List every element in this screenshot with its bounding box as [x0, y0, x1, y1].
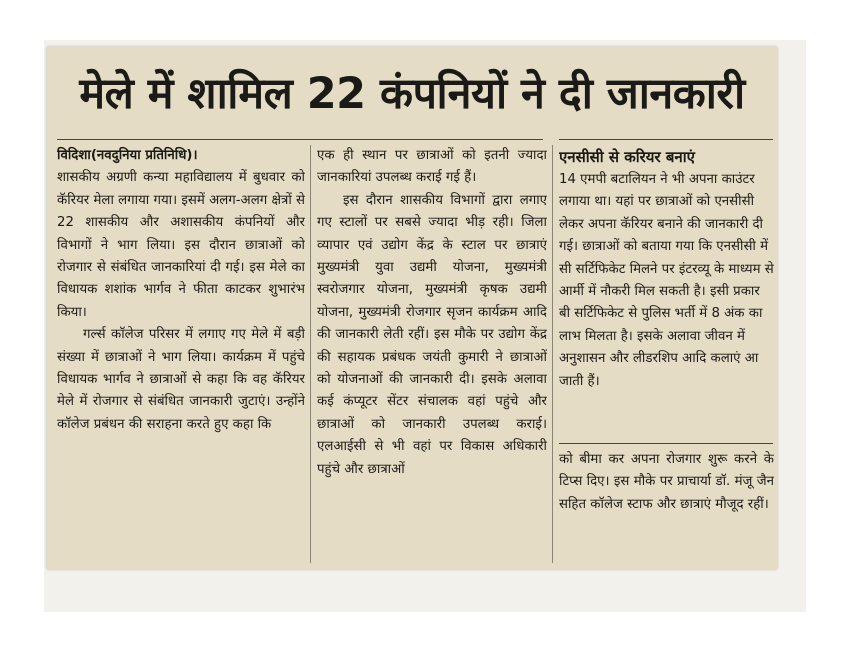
column1-paragraph-2: गर्ल्स कॉलेज परिसर में लगाए गए मेले में बड़ी संख्या में छात्राओं ने भाग लिया। कार्यक्रम में पहुंचे विधायक भार्गव ने छात्राओं से कहा कि वह कॅरियर मेले में रोजगार से संबंधित जानकारी जुटाएं। उन्होंने कॉलेज प्रबंधन की सराहना करते हुए कहा कि [57, 327, 305, 432]
column3-rule [559, 443, 773, 444]
column3-paragraph-2: को बीमा कर अपना रोजगार शुरू करने के टिप्स दिए। इस मौके पर प्राचार्या डॉ. मंजू जैन सहित कॉलेज स्टाफ और छात्राएं मौजूद रहीं। [559, 452, 774, 512]
column2-paragraph-2: इस दौरान शासकीय विभागों द्वारा लगाए गए स्टालों पर सबसे ज्यादा भीड़ रही। जिला व्यापार एवं उद्योग केंद्र के स्टाल पर छात्राएं मुख्यमंत्री युवा उद्यमी योजना, मुख्यमंत्री स्वरोजगार योजना, मुख्यमंत्री कृषक उद्यमी योजना, मुख्यमंत्री रोजगार सृजन कार्यक्रम आदि की जानकारी लेती रहीं। इस मौके पर उद्योग केंद्र की सहायक प्रबंधक जयंती कुमारी ने छात्राओं को योजनाओं की जानकारी दी। इसके अलावा कई कंप्यूटर सेंटर संचालक वहां पहुंचे और छात्राओं को जानकारी उपलब्ध कराई। एलआईसी से भी वहां पर विकास अधिकारी पहुंचे और छात्राओं [317, 192, 547, 477]
headline: मेले में शामिल 22 कंपनियों ने दी जानकारी [79, 69, 745, 119]
column-divider-1 [310, 145, 311, 563]
dateline: विदिशा(नवदुनिया प्रतिनिधि)। [57, 148, 198, 163]
column1-paragraph-1: शासकीय अग्रणी कन्या महाविद्यालय में बुधवार को कॅरियर मेला लगाया गया। इसमें अलग-अलग क्षेत्रों से 22 शासकीय और अशासकीय कंपनियों और विभागों ने भाग लिया। इस दौरान छात्राओं को रोजगार से संबंधित जानकारियां दी गई। इस मेले का विधायक शशांक भार्गव ने फीता काटकर शुभारंभ किया। [57, 170, 305, 320]
article-column-1 [57, 145, 305, 565]
newspaper-clipping [47, 47, 777, 569]
article-column-2 [317, 145, 547, 565]
subhead-rule [559, 139, 773, 140]
column2-paragraph-1: एक ही स्थान पर छात्राओं को इतनी ज्यादा जानकारियां उपलब्ध कराई गई हैं। [317, 148, 547, 186]
column3-paragraph-1: 14 एमपी बटालियन ने भी अपना काउंटर लगाया था। यहां पर छात्राओं को एनसीसी लेकर अपना कॅरियर बनाने की जानकारी दी गई। छात्राओं को बताया गया कि एनसीसी में सी सर्टिफिकेट मिलने पर इंटरव्यू के माध्यम से आर्मी में नौकरी मिल सकती है। इसी प्रकार बी सर्टिफिकेट से पुलिस भर्ती में 8 अंक का लाभ मिलता है। इसके अलावा जीवन में अनुशासन और लीडरशिप आदि कलाएं आ जाती हैं। [559, 172, 774, 389]
column-divider-2 [552, 145, 553, 563]
column3-continuation [559, 449, 774, 565]
article-column-3 [559, 145, 774, 441]
column3-subheading: एनसीसी से करियर बनाएं [559, 148, 695, 166]
headline-rule [57, 139, 543, 140]
